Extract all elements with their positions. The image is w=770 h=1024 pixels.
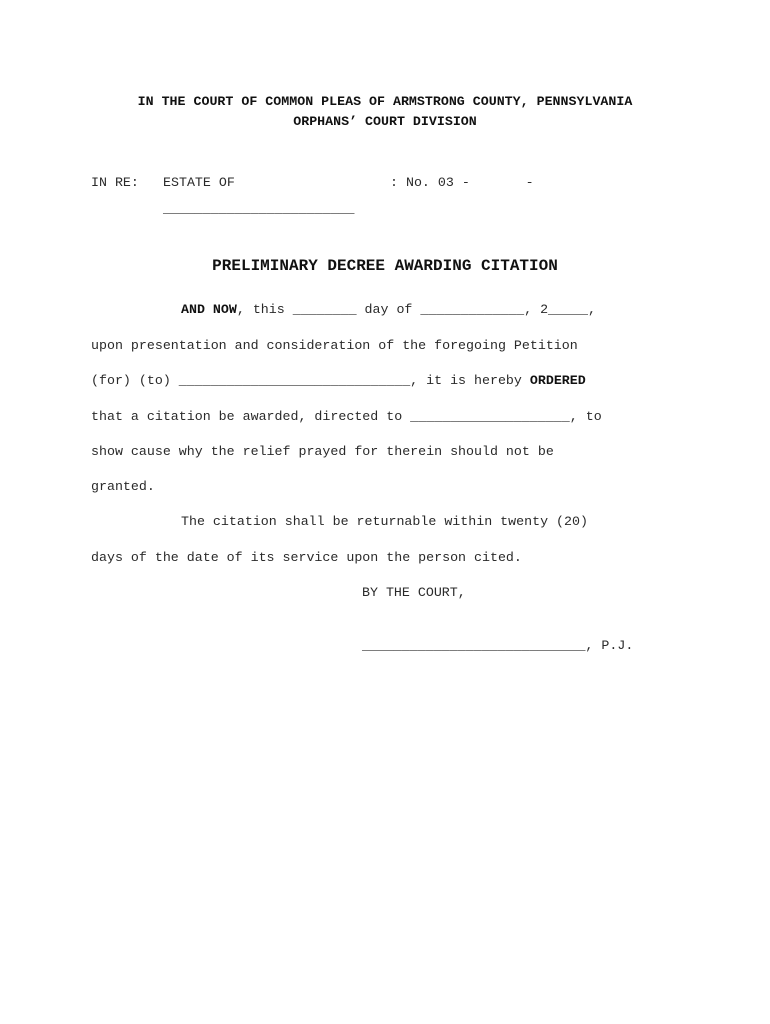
paragraph1-line1 bbox=[181, 302, 596, 318]
in-re-label: IN RE: bbox=[91, 175, 139, 190]
paragraph1-line3-text: (for) (to) _____________________________, it is hereby bbox=[91, 373, 530, 388]
paragraph1-line4: that a citation be awarded, directed to ____________________, to bbox=[91, 409, 602, 424]
and-now-phrase: AND NOW bbox=[181, 302, 237, 317]
case-number: : No. 03 - - bbox=[390, 175, 534, 190]
paragraph1-line2: upon presentation and consideration of the foregoing Petition bbox=[91, 338, 578, 353]
estate-of-label: ESTATE OF bbox=[163, 175, 235, 190]
court-header-line2: ORPHANS’ COURT DIVISION bbox=[293, 114, 477, 129]
estate-name-blank: ________________________ bbox=[163, 201, 355, 216]
paragraph2-line2: days of the date of its service upon the person cited. bbox=[91, 550, 522, 565]
judge-signature-line: ____________________________, P.J. bbox=[362, 638, 634, 653]
paragraph1-line6: granted. bbox=[91, 479, 155, 494]
paragraph1-line3 bbox=[91, 373, 586, 389]
by-the-court: BY THE COURT, bbox=[362, 585, 466, 600]
paragraph1-line1-rest: , this ________ day of _____________, 2_____, bbox=[236, 302, 596, 317]
paragraph1-line5: show cause why the relief prayed for therein should not be bbox=[91, 444, 554, 459]
ordered-word: ORDERED bbox=[529, 373, 586, 388]
decree-title: PRELIMINARY DECREE AWARDING CITATION bbox=[212, 257, 558, 275]
paragraph2-line1: The citation shall be returnable within twenty (20) bbox=[181, 514, 588, 529]
court-header-line1: IN THE COURT OF COMMON PLEAS OF ARMSTRONG COUNTY, PENNSYLVANIA bbox=[137, 94, 633, 109]
